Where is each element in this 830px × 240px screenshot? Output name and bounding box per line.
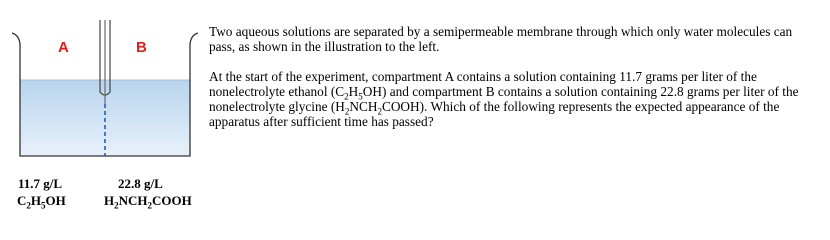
- compartment-b-formula: $H_2NCH_2COOH$: [104, 193, 192, 211]
- question-body: At the start of the experiment, compartment A contains a solution containing 11.7 grams per liter of the nonelectrolyte ethanol $(C_2H_5OH)$ and compartment B contains a solution containing 22.8 grams per liter of the nonelectrolyte glycine $(H_2NCH_2COOH)$. Which of the following represents the expected appearance of the apparatus after sufficient time has passed?: [209, 69, 799, 129]
- compartment-b-concentration: 22.8 g/L: [118, 176, 163, 191]
- label-compartment-b: B: [136, 39, 147, 56]
- compartment-a-concentration: 11.7 g/L: [18, 176, 63, 191]
- label-compartment-a: A: [58, 39, 69, 56]
- apparatus-figure: [0, 0, 210, 221]
- apparatus-diagram: [0, 0, 210, 175]
- compartment-a-formula: $C_2H_5OH$: [17, 193, 66, 211]
- question-intro: Two aqueous solutions are separated by a semipermeable membrane through which only water molecules can pass, as shown in the illustration to the left.: [209, 24, 793, 54]
- question-text: [209, 24, 821, 129]
